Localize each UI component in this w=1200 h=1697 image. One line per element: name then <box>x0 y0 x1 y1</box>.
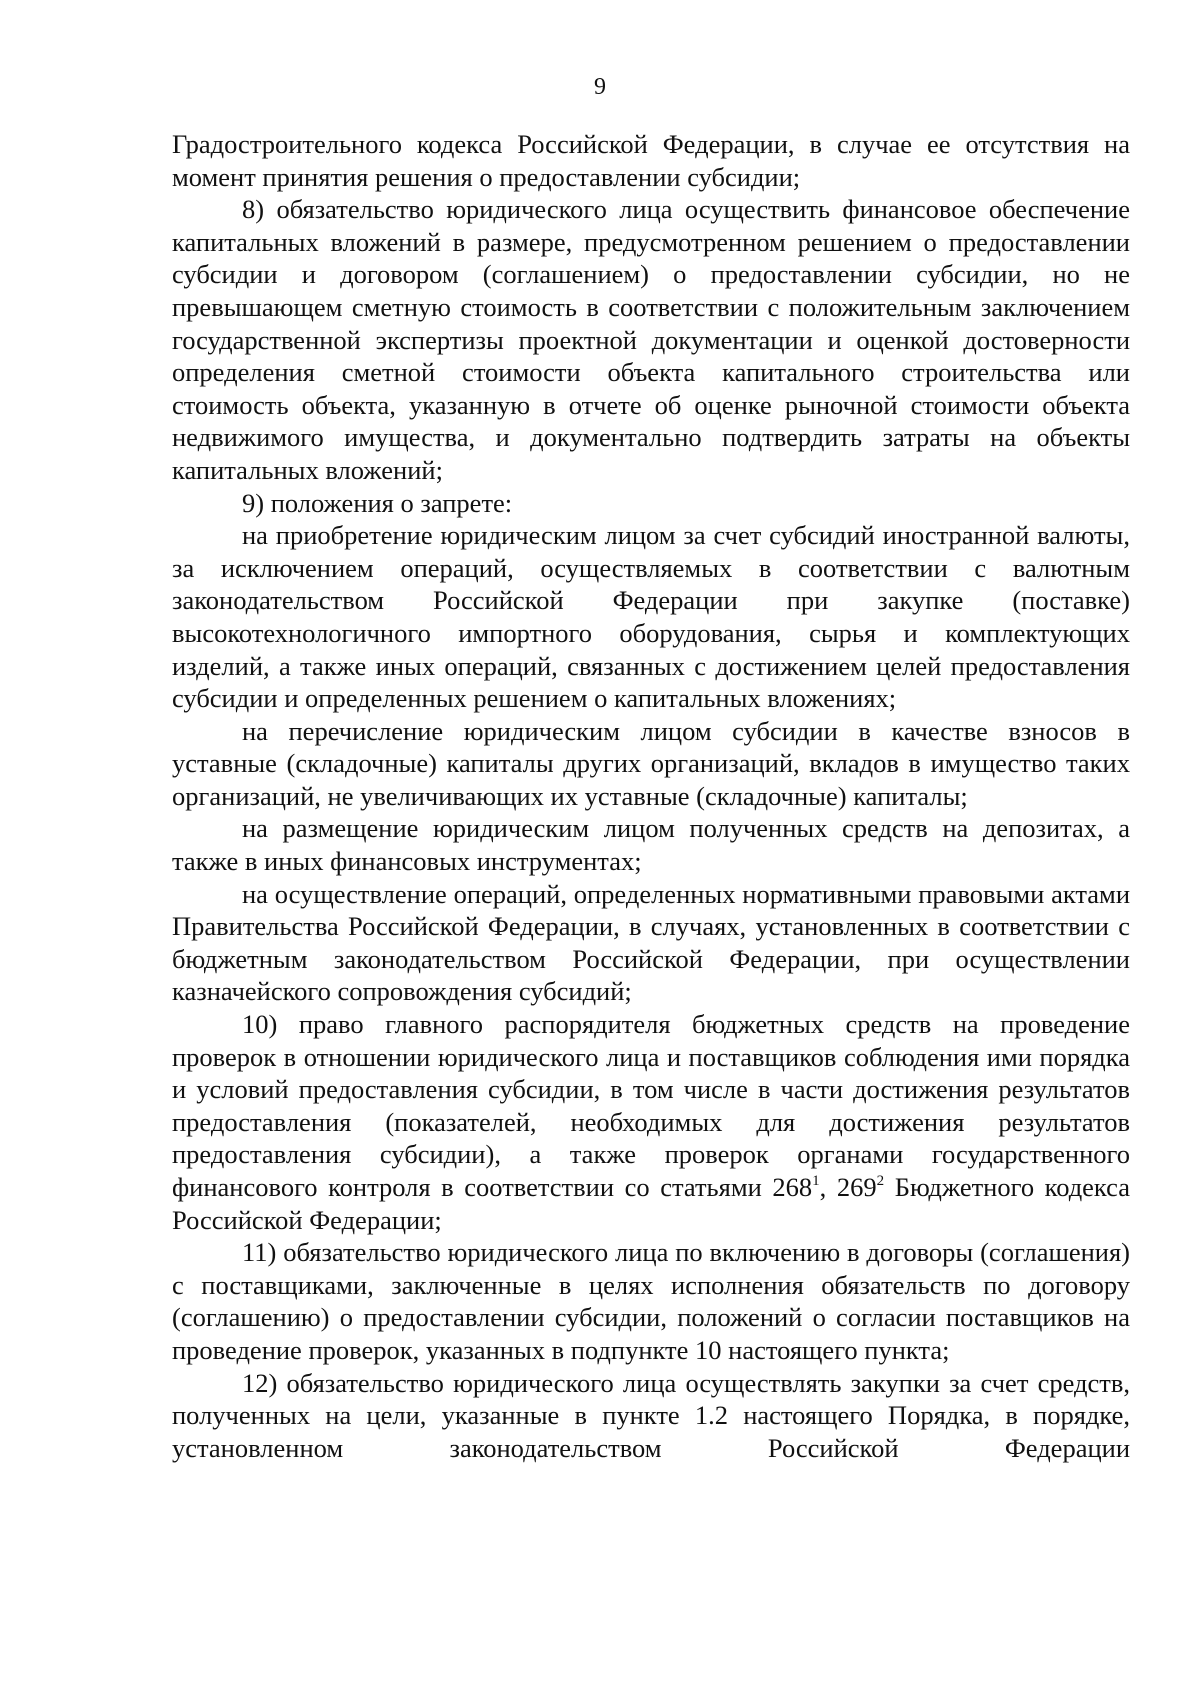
paragraph-item-8: 8) обязательство юридического лица осуществить финансовое обеспечение капитальных вложений в размере, предусмотренном решением о предоставлении субсидии и договором (соглашением) о предоставлении субсидии, но не превышающем сметную стоимость в соответствии с положительным заключением государственной экспертизы проектной документации и оценкой достоверности определения сметной стоимости объекта капитального строительства или стоимость объекта, указанную в отчете об оценке рыночной стоимости объекта недвижимого имущества, и документально подтвердить затраты на объекты капитальных вложений; <box>172 194 1130 485</box>
paragraph-prohibition-operations: на осуществление операций, определенных нормативными правовыми актами Правительства Российской Федерации, в случаях, установленных в соответствии с бюджетным законодательством Российской Федерации, при осуществлении казначейского сопровождения субсидий; <box>172 878 1130 1007</box>
paragraph-prohibition-deposits: на размещение юридическим лицом полученных средств на депозитах, а также в иных финансовых инструментах; <box>172 813 1130 877</box>
paragraph-continuation: Градостроительного кодекса Российской Федерации, в случае ее отсутствия на момент принятия решения о предоставлении субсидии; <box>172 129 1130 192</box>
page-number: 9 <box>594 74 606 100</box>
paragraph-item-10-text-b: , 269 <box>819 1172 877 1202</box>
paragraph-item-10 <box>172 1008 1130 1236</box>
paragraph-item-12: 12) обязательство юридического лица осуществлять закупки за счет средств, полученных на цели, указанные в пункте 1.2 настоящего Порядка, в порядке, установленном законодательством Российской Федерации <box>172 1367 1130 1463</box>
paragraph-item-10-text-a: 10) право главного распорядителя бюджетных средств на проведение проверок в отношении юридического лица и поставщиков соблюдения ими порядка и условий предоставления субсидии, в том числе в части достижения результатов предоставления (показателей, необходимых для достижения результатов предоставления субсидии), а также проверок органами государственного финансового контроля в соответствии со статьями 268 <box>172 1009 1130 1202</box>
paragraph-item-11: 11) обязательство юридического лица по включению в договоры (соглашения) с поставщиками, заключенные в целях исполнения обязательств по договору (соглашению) о предоставлении субсидии, положений о согласии поставщиков на проведение проверок, указанных в подпункте 10 настоящего пункта; <box>172 1237 1130 1365</box>
paragraph-prohibition-currency: на приобретение юридическим лицом за счет субсидий иностранной валюты, за исключением операций, осуществляемых в соответствии с валютным законодательством Российской Федерации при закупке (поставке) высокотехнологичного импортного оборудования, сырья и комплектующих изделий, а также иных операций, связанных с достижением целей предоставления субсидии и определенных решением о капитальных вложениях; <box>172 520 1130 714</box>
paragraph-prohibition-capital: на перечисление юридическим лицом субсидии в качестве взносов в уставные (складочные) капиталы других организаций, вкладов в имущество таких организаций, не увеличивающих их уставные (складочные) капиталы; <box>172 715 1130 811</box>
paragraph-item-10-text-c: Бюджетного кодекса Российской Федерации; <box>172 1172 1130 1235</box>
superscript-1: 1 <box>812 1173 820 1189</box>
superscript-2: 2 <box>876 1173 885 1189</box>
paragraph-item-9: 9) положения о запрете: <box>242 487 513 518</box>
document-body <box>172 128 1130 1464</box>
